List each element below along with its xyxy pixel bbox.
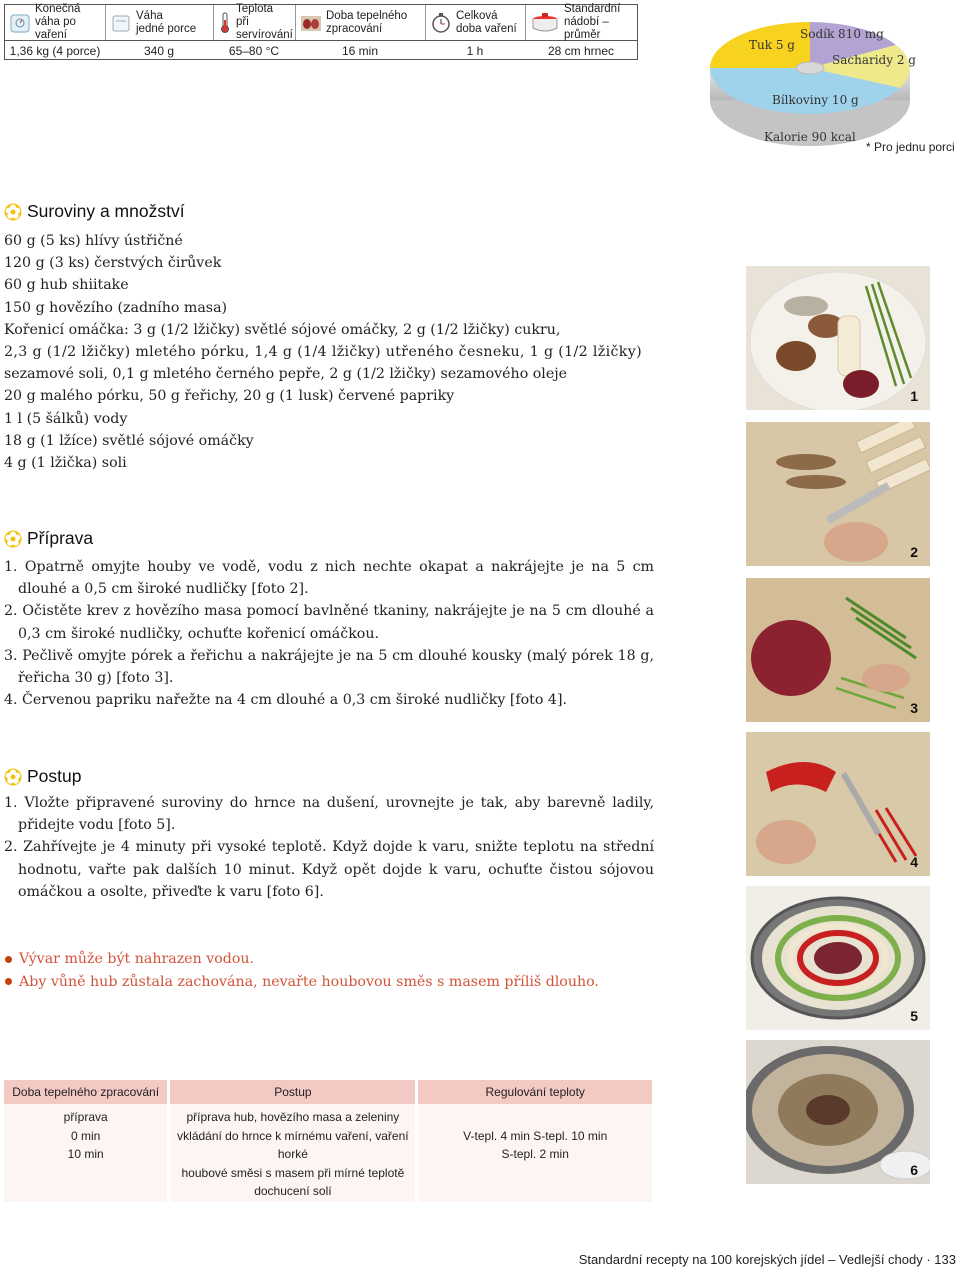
table-cell bbox=[419, 1108, 651, 1127]
header-label: Doba tepelného zpracování bbox=[326, 9, 408, 35]
value-cookware: 28 cm hrnec bbox=[547, 44, 615, 58]
ingredient-line: Kořenicí omáčka: 3 g (1/2 lžičky) světlé sójové omáčky, 2 g (1/2 lžičky) cukru, bbox=[4, 321, 561, 338]
procedure-step: 1. Vložte připravené suroviny do hrnce na dušení, urovnejte je tak, aby barevně ladily, přidejte vodu [foto 5]. bbox=[4, 795, 654, 834]
arranged-pot-image bbox=[746, 886, 930, 1030]
ingredient-line: 1 l (5 šálků) vody bbox=[4, 410, 128, 427]
ingredient-line: 60 g hub shiitake bbox=[4, 277, 129, 294]
recipe-info-table bbox=[4, 4, 638, 60]
header-total-time bbox=[425, 5, 525, 40]
bullet-icon bbox=[5, 956, 12, 963]
ingredient-line: 120 g (3 ks) čerstvých čirůvek bbox=[4, 255, 222, 272]
notes bbox=[4, 948, 599, 993]
header-label: Teplota při servírování bbox=[236, 3, 293, 41]
photo-1-ingredients bbox=[746, 266, 930, 410]
flower-icon bbox=[4, 203, 22, 221]
label-calories: Kalorie 90 kcal bbox=[764, 130, 856, 144]
slicing-mushrooms-image bbox=[746, 422, 930, 566]
clock-icon bbox=[430, 12, 452, 34]
table-cell: dochucení solí bbox=[254, 1184, 332, 1198]
header-label: Standardní nádobí – průměr bbox=[564, 3, 621, 41]
photo-3-leek bbox=[746, 578, 930, 722]
column-header: Regulování teploty bbox=[417, 1080, 652, 1104]
photo-6-finished bbox=[746, 1040, 930, 1184]
photo-number: 4 bbox=[910, 854, 918, 870]
ingredient-line: 150 g hovězího (zadního masa) bbox=[4, 299, 228, 316]
flower-icon bbox=[4, 768, 22, 786]
ingredient-line: 60 g (5 ks) hlívy ústřičné bbox=[4, 233, 183, 249]
procedure-steps bbox=[4, 792, 654, 903]
value-total-time: 1 h bbox=[466, 44, 484, 58]
per-portion-note: * Pro jednu porci bbox=[866, 140, 955, 154]
meat-icon bbox=[300, 12, 322, 34]
note-text: Aby vůně hub zůstala zachována, nevařte houbovou směs s masem příliš dlouho. bbox=[19, 973, 599, 990]
note-item bbox=[4, 948, 599, 971]
value-cooking-time: 16 min bbox=[341, 44, 379, 58]
time-column bbox=[4, 1104, 169, 1202]
photo-number: 3 bbox=[910, 700, 918, 716]
section-title: Suroviny a množství bbox=[27, 201, 185, 221]
cooking-schedule-table bbox=[4, 1080, 652, 1202]
bullet-icon bbox=[5, 978, 12, 985]
header-cooking-time bbox=[295, 5, 425, 40]
header-label: Konečná váha po vaření bbox=[35, 3, 81, 41]
meat-and-leek-image bbox=[746, 578, 930, 722]
table-cell: příprava hub, hovězího masa a zeleniny bbox=[186, 1110, 400, 1124]
preparation-step: 3. Pečlivě omyjte pórek a řeřichu a nakrájejte je na 5 cm dlouhé kousky (malý pórek 18 g, řeřicha 30 g) [foto 3]. bbox=[4, 647, 654, 687]
table-cell: houbové směsi s masem při mírné teplotě bbox=[181, 1165, 405, 1180]
header-serving-temp bbox=[213, 5, 295, 40]
header-final-weight bbox=[5, 5, 105, 40]
preparation-heading bbox=[4, 528, 93, 549]
table-cell: příprava bbox=[63, 1110, 108, 1124]
preparation-step: 4. Červenou papriku nařežte na 4 cm dlouhé a 0,3 cm široké nudličky [foto 4]. bbox=[4, 692, 567, 709]
photo-5-pot bbox=[746, 886, 930, 1030]
column-header: Doba tepelného zpracování bbox=[4, 1080, 169, 1104]
table-cell: 0 min bbox=[70, 1128, 101, 1143]
header-label: Celková doba vaření bbox=[456, 9, 517, 35]
header-portion-weight bbox=[105, 5, 213, 40]
photo-number: 6 bbox=[910, 1162, 918, 1178]
photo-4-pepper bbox=[746, 732, 930, 876]
header-label: Váha jedné porce bbox=[136, 9, 197, 35]
portion-icon bbox=[110, 12, 132, 34]
slicing-pepper-image bbox=[746, 732, 930, 876]
procedure-step: 2. Zahřívejte je 4 minuty při vysoké teplotě. Když dojde k varu, snižte teplotu na střední hodnotu, vařte pak dalších 10 minut. Když opět dojde k varu, ochuťte čistou sójovou omáčkou a osolte, přiveďte k varu [foto 6]. bbox=[4, 839, 654, 900]
ingredient-line: sezamové soli, 0,1 g mletého černého pepře, 2 g (1/2 lžičky) sezamového oleje bbox=[4, 366, 568, 383]
pie-center bbox=[796, 62, 824, 74]
photo-number: 5 bbox=[910, 1008, 918, 1024]
ingredient-line: 20 g malého pórku, 50 g řeřichy, 20 g (1 lusk) červené papriky bbox=[4, 388, 455, 405]
value-serving-temp: 65–80 °C bbox=[228, 44, 280, 58]
table-cell: 10 min bbox=[67, 1147, 104, 1161]
table-cell: V-tepl. 4 min S-tepl. 10 min bbox=[463, 1128, 608, 1143]
label-sodium: Sodík 810 mg bbox=[800, 27, 884, 41]
header-cookware bbox=[525, 5, 637, 40]
page-footer: Standardní recepty na 100 korejských jídel – Vedlejší chody · 133 bbox=[578, 1252, 956, 1267]
section-title: Postup bbox=[27, 766, 82, 786]
value-final-weight: 1,36 kg (4 porce) bbox=[9, 44, 101, 58]
label-fat: Tuk 5 g bbox=[749, 38, 795, 52]
temperature-column bbox=[417, 1104, 652, 1202]
finished-dish-image bbox=[746, 1040, 930, 1184]
label-protein: Bílkoviny 10 g bbox=[772, 93, 859, 107]
preparation-step: 1. Opatrně omyjte houby ve vodě, vodu z nich nechte okapat a nakrájejte je na 5 cm dlouhé a 0,5 cm široké nudličky [foto 2]. bbox=[4, 559, 654, 598]
ingredients-heading bbox=[4, 201, 185, 222]
section-title: Příprava bbox=[27, 528, 94, 548]
label-carbs: Sacharidy 2 g bbox=[832, 53, 916, 67]
thermometer-icon bbox=[218, 12, 232, 34]
flower-icon bbox=[4, 530, 22, 548]
column-header: Postup bbox=[169, 1080, 417, 1104]
preparation-step: 2. Očistěte krev z hovězího masa pomocí bavlněné tkaniny, nakrájejte je na 5 cm dlouhé a 0,3 cm široké nudličky, ochuťte kořenicí omáčkou. bbox=[4, 603, 654, 642]
photo-2-mushrooms bbox=[746, 422, 930, 566]
ingredient-line: 18 g (1 lžíce) světlé sójové omáčky bbox=[4, 432, 254, 449]
note-item bbox=[4, 971, 599, 994]
pot-icon bbox=[530, 12, 560, 34]
note-text: Vývar může být nahrazen vodou. bbox=[19, 951, 255, 967]
ingredient-line: 4 g (1 lžička) soli bbox=[4, 455, 127, 472]
table-cell: vkládání do hrnce k mírnému vaření, vaření horké bbox=[177, 1128, 409, 1161]
procedure-heading bbox=[4, 766, 81, 787]
scale-icon bbox=[9, 12, 31, 34]
ingredients-list bbox=[4, 230, 654, 474]
ingredient-line: 2,3 g (1/2 lžičky) mletého pórku, 1,4 g (1/4 lžičky) utřeného česneku, 1 g (1/2 lžičky) bbox=[4, 344, 642, 361]
value-portion-weight: 340 g bbox=[143, 44, 175, 58]
table-cell: S-tepl. 2 min bbox=[501, 1147, 569, 1161]
ingredients-plate-image bbox=[746, 266, 930, 410]
photo-number: 1 bbox=[910, 388, 918, 404]
preparation-steps bbox=[4, 556, 654, 711]
photo-number: 2 bbox=[910, 544, 918, 560]
procedure-column bbox=[169, 1104, 417, 1202]
